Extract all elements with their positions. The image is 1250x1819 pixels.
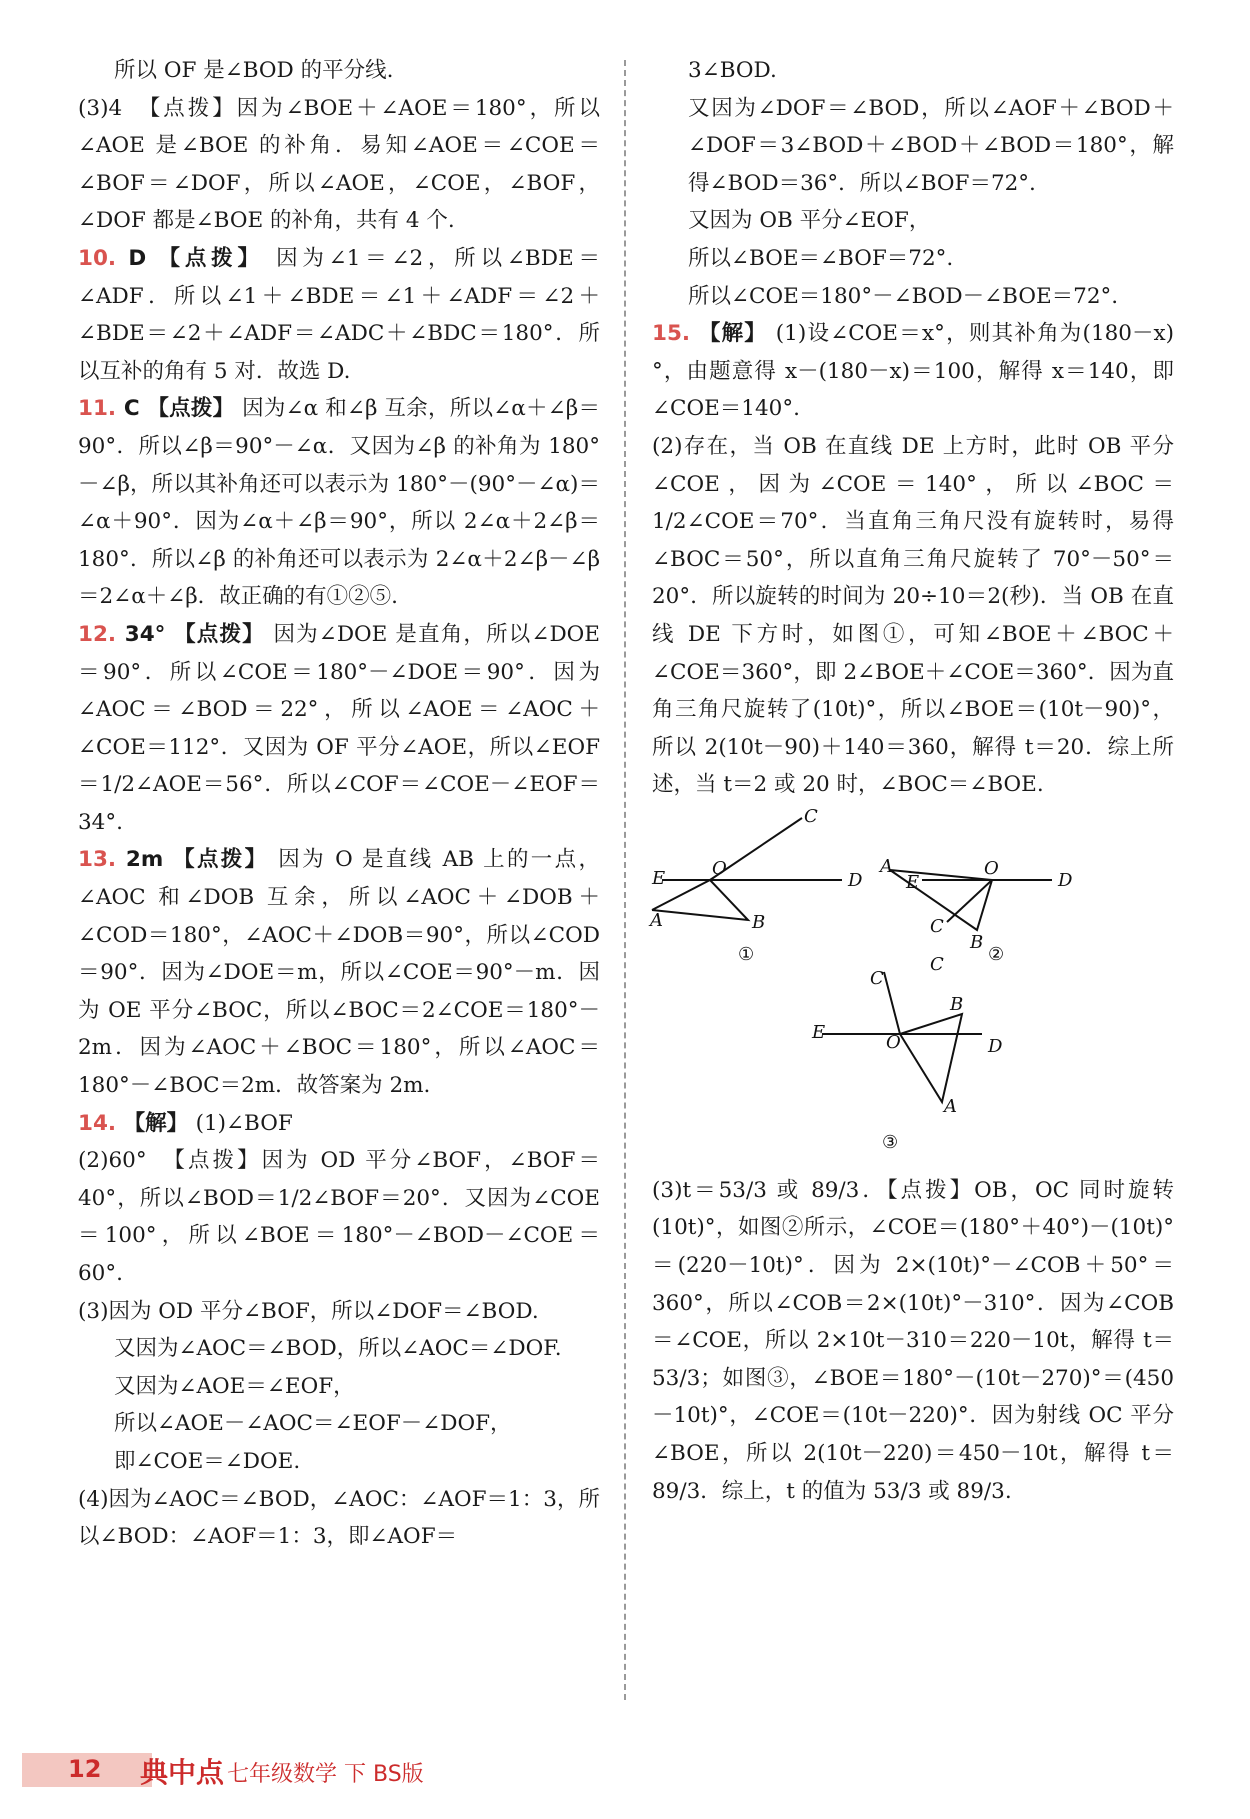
paragraph-text: (4)因为∠AOC＝∠BOD，∠AOC：∠AOF＝1：3，所以∠BOD：∠AOF＝1：3，即∠AOF＝ [78,1486,600,1550]
fig2-label-b: B [970,931,984,953]
hint-tag: 【点拨】 [158,245,277,271]
answer-paragraph [652,202,1174,240]
fig3-label-o: O [886,1031,901,1053]
answer-paragraph [78,90,600,240]
answer-choice: D [128,245,159,271]
right-text-before-figure [652,52,1174,804]
hint-tag: 【点拨】 [173,847,279,873]
paragraph-text: (3)t＝53/3 或 89/3．【点拨】OB，OC 同时旋转(10t)°，如图②所示，∠COE＝(180°＋40°)－(10t)°＝(220－10t)°．因为 2×(10t)°－∠COB＋50°＝360°，所以∠COB＝2×(10t)°－310°．因为∠COB＝∠COE，所以 2×10t－310＝220－10t，解得 t＝53/3；如图③，∠BOE＝180°－(10t－270)°＝(450－10t)°，∠COE＝(10t－220)°．因为射线 OC 平分∠BOE，所以 2(10t－220)＝450－10t，解得 t＝89/3．综上，t 的值为 53/3 或 89/3. [652,1177,1174,1504]
answer-paragraph [78,52,600,90]
paragraph-text: 又因为∠DOF＝∠BOD，所以∠AOF＋∠BOD＋∠DOF＝3∠BOD＋∠BOD＋∠BOD＝180°，解得∠BOD＝36°．所以∠BOF＝72°. [688,95,1174,196]
paragraph-text: 又因为∠AOC＝∠BOD，所以∠AOC＝∠DOF. [114,1336,562,1362]
hint-tag: 【点拨】 [147,396,243,422]
paragraph-text: (1)∠BOF [195,1110,293,1136]
fig2-label-c: C [930,915,944,937]
rotation-diagrams [650,805,1172,1162]
fig2-label-o: O [984,857,999,879]
paragraph-text: 因为∠DOE 是直角，所以∠DOE＝90°．所以∠COE＝180°－∠DOE＝90°．因为∠AOC＝∠BOD＝22°，所以∠AOE＝∠AOC＋∠COE＝112°．又因为 OF 平分∠AOE，所以∠EOF＝1/2∠AOE＝56°．所以∠COF＝∠COE－∠EOF＝34°. [78,621,600,835]
paragraph-text: 即∠COE＝∠DOE. [114,1448,301,1474]
paragraph-text: (2)存在，当 OB 在直线 DE 上方时，此时 OB 平分∠COE，因为∠COE＝140°，所以∠BOC＝1/2∠COE＝70°．当直角三角尺没有旋转时，易得∠BOC＝50°，所以直角三角尺旋转了 70°－50°＝20°．所以旋转的时间为 20÷10＝2(秒)．当 OB 在直线 DE 下方时，如图①，可知∠BOE＋∠BOC＋∠COE＝360°，即 2∠BOE＋∠COE＝360°．因为直角三角尺旋转了(10t)°，所以∠BOE＝(10t－90)°，所以 2(10t－90)＋140＝360，解得 t＝20．综上所述，当 t＝2 或 20 时，∠BOC＝∠BOE. [652,433,1174,798]
answer-paragraph [78,616,600,842]
paragraph-text: 因为 O 是直线 AB 上的一点，∠AOC 和∠DOB 互余，所以∠AOC＋∠DOB＋∠COD＝180°，∠AOC＋∠DOB＝90°，所以∠COD＝90°．因为∠DOE＝m，所以∠COE＝90°－m．因为 OE 平分∠BOC，所以∠BOC＝2∠COE＝180°－2m．因为∠AOC＋∠BOC＝180°，所以∠AOC＝180°－∠BOC＝2m．故答案为 2m. [78,847,600,1099]
question-number: 10. [78,245,129,271]
geometry-figure [650,805,1174,1162]
answer-paragraph [652,240,1174,278]
fig2-extra-label-c: C [930,953,944,975]
fig1-label-d: D [848,869,863,891]
hint-tag: 【解】 [123,1110,196,1136]
fig3-label-e: E [812,1021,826,1043]
page-number: 12 [68,1755,102,1783]
page-footer [22,1749,462,1789]
left-column [78,52,600,1556]
fig1-caption: ① [738,943,755,965]
fig3-label-a: A [944,1095,957,1117]
answer-paragraph [652,278,1174,316]
fig2-caption: ② [988,943,1005,965]
paragraph-text: 又因为 OB 平分∠EOF， [688,208,931,234]
question-number: 15. [652,321,699,347]
paragraph-text: 所以∠COE＝180°－∠BOD－∠BOE＝72°. [688,283,1119,309]
fig1-label-c: C [804,805,818,827]
paragraph-text: 又因为∠AOE＝∠EOF， [114,1373,355,1399]
right-text-after-figure [652,1172,1174,1510]
answer-paragraph [652,90,1174,203]
hint-tag: 【解】 [698,321,776,347]
fig1-label-e: E [652,867,666,889]
paragraph-text: 3∠BOD. [688,58,777,83]
answer-paragraph [78,240,600,390]
paragraph-text: (3)4 【点拨】因为∠BOE＋∠AOE＝180°，所以∠AOE 是∠BOE 的补角．易知∠AOE＝∠COE＝∠BOF＝∠DOF，所以∠AOE，∠COE，∠BOF，∠DOF 都是∠BOE 的补角，共有 4 个. [78,95,600,234]
answer-choice: C [123,396,148,422]
fig3-label-c: C [870,967,884,989]
answer-paragraph [78,1405,600,1443]
fig1-label-a: A [650,909,663,931]
column-divider [624,60,626,1700]
answer-paragraph [652,428,1174,804]
hint-tag: 【点拨】 [174,621,274,647]
question-number: 14. [78,1110,124,1136]
answer-paragraph [78,1142,600,1292]
answer-paragraph [78,1293,600,1331]
answer-paragraph [652,52,1174,90]
fig1-label-o: O [712,857,727,879]
paragraph-text: 所以 OF 是∠BOD 的平分线. [114,58,394,83]
fig2-label-a: A [880,855,893,877]
fig2-label-d: D [1058,869,1073,891]
question-number: 12. [78,621,125,647]
paragraph-text: (1)设∠COE＝x°，则其补角为(180－x)°，由题意得 x－(180－x)＝100，解得 x＝140，即∠COE＝140°. [652,321,1174,422]
fig2-label-e: E [906,871,920,893]
fig3-label-d: D [988,1035,1003,1057]
answer-choice: 2m [125,847,174,873]
answer-paragraph [652,1172,1174,1510]
book-title: 七年级数学 下 BS版 [227,1762,424,1787]
answer-paragraph [78,841,600,1104]
paragraph-text: 因为∠α 和∠β 互余，所以∠α＋∠β＝90°．所以∠β＝90°－∠α．又因为∠β 的补角为 180°－∠β，所以其补角还可以表示为 180°－(90°－∠α)＝∠α＋90°．因为∠α＋∠β＝90°，所以 2∠α＋2∠β＝180°．所以∠β 的补角还可以表示为 2∠α＋2∠β－∠β＝2∠α＋∠β．故正确的有①②⑤. [78,396,600,610]
fig1-label-b: B [752,911,766,933]
answer-paragraph [78,1330,600,1368]
paragraph-text: 因为∠1＝∠2，所以∠BDE＝∠ADF．所以∠1＋∠BDE＝∠1＋∠ADF＝∠2＋∠BDE＝∠2＋∠ADF＝∠ADC＋∠BDC＝180°．所以互补的角有 5 对．故选 D. [78,245,600,384]
answer-paragraph [652,315,1174,428]
fig3-caption: ③ [882,1131,899,1153]
paragraph-text: 所以∠AOE－∠AOC＝∠EOF－∠DOF， [114,1411,512,1437]
fig3-label-b: B [950,993,964,1015]
brand-logo: 典中点 [140,1756,225,1789]
answer-paragraph [78,1368,600,1406]
answer-choice: 34° [124,621,175,647]
paragraph-text: 所以∠BOE＝∠BOF＝72°. [688,245,954,271]
paragraph-text: (3)因为 OD 平分∠BOF，所以∠DOF＝∠BOD. [78,1298,539,1324]
question-number: 11. [78,396,124,422]
answer-paragraph [78,1481,600,1556]
answer-paragraph [78,390,600,616]
question-number: 13. [78,847,126,873]
answer-paragraph [78,1443,600,1481]
paragraph-text: (2)60° 【点拨】因为 OD 平分∠BOF，∠BOF＝40°，所以∠BOD＝1/2∠BOF＝20°．又因为∠COE＝100°，所以∠BOE＝180°－∠BOD－∠COE＝60°. [78,1148,600,1286]
answer-paragraph [78,1105,600,1143]
right-column [652,52,1174,1510]
